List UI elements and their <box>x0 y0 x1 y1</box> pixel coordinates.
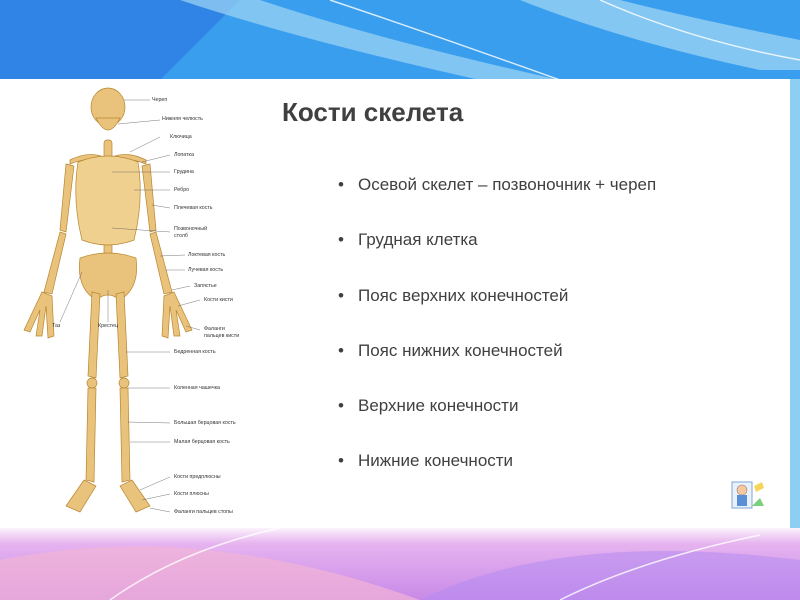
bullet-text: Нижние конечности <box>358 451 514 471</box>
forearm <box>150 232 172 294</box>
humerus <box>60 164 74 232</box>
label-radius: Лучевая кость <box>188 267 224 273</box>
label-toe-phalanges: Фаланги пальцев стопы <box>174 509 233 515</box>
bullet-item <box>338 396 656 451</box>
femur <box>88 292 100 378</box>
bullet-item <box>338 230 656 285</box>
bullet-item <box>338 451 656 506</box>
bullet-dot: • <box>338 230 344 250</box>
label-tarsus: Кости предплюсны <box>174 474 221 480</box>
label-spine: Позвоночный <box>174 226 208 232</box>
label-skull: Череп <box>152 97 168 103</box>
bullet-text: Осевой скелет – позвоночник + череп <box>358 175 657 194</box>
label-clavicle: Ключица <box>170 134 192 140</box>
label-scapula: Лопатка <box>174 152 194 158</box>
bullet-dot: • <box>338 175 344 194</box>
bullet-text: Пояс нижних конечностей <box>358 340 563 360</box>
bullet-dot: • <box>338 396 344 416</box>
label-pelvis: Таз <box>52 323 61 329</box>
label-fibula: Малая берцовая кость <box>174 439 230 445</box>
bullet-dot: • <box>338 285 344 305</box>
bullet-text: Пояс верхних конечностей <box>358 285 569 305</box>
humerus <box>142 164 156 232</box>
hand <box>162 292 192 338</box>
tibia <box>86 388 96 482</box>
tibia <box>120 388 130 482</box>
foot <box>120 480 150 512</box>
label-tibia: Большая берцовая кость <box>174 420 236 426</box>
label-metatarsus: Кости плюсны <box>174 491 209 497</box>
jaw <box>96 118 120 130</box>
bullet-item <box>338 175 656 230</box>
kneecap <box>119 378 129 388</box>
label-femur: Бедренная кость <box>174 349 216 355</box>
label-phalanges-2: пальцев кисти <box>204 333 240 339</box>
ribcage <box>76 156 141 245</box>
hand <box>24 292 54 338</box>
label-wrist: Запястье <box>194 283 217 289</box>
bullet-dot: • <box>338 340 344 360</box>
slide-title: Кости скелета <box>282 97 464 127</box>
label-phalanges: Фаланги <box>204 326 225 332</box>
bullet-text: Верхние конечности <box>358 396 519 416</box>
bullet-text: Грудная клетка <box>358 230 478 250</box>
label-sacrum: Крестец <box>98 323 118 329</box>
kneecap <box>87 378 97 388</box>
label-kneecap: Коленная чашечка <box>174 385 220 391</box>
label-sternum: Грудина <box>174 169 194 175</box>
foot <box>66 480 96 512</box>
label-ulna: Локтевая кость <box>188 252 226 258</box>
bullet-dot: • <box>338 451 344 471</box>
label-spine-2: столб <box>174 233 188 239</box>
label-rib: Ребро <box>174 187 190 193</box>
forearm <box>44 232 66 294</box>
label-humerus: Плечевая кость <box>174 205 213 211</box>
teacher-logo-icon <box>728 478 768 512</box>
label-jaw: Нижняя челюсть <box>162 116 203 122</box>
bullet-item <box>338 341 656 396</box>
label-hand-bones: Кости кисти <box>204 297 233 303</box>
bullet-list <box>338 175 656 507</box>
bullet-item <box>338 286 656 341</box>
femur <box>116 292 128 378</box>
